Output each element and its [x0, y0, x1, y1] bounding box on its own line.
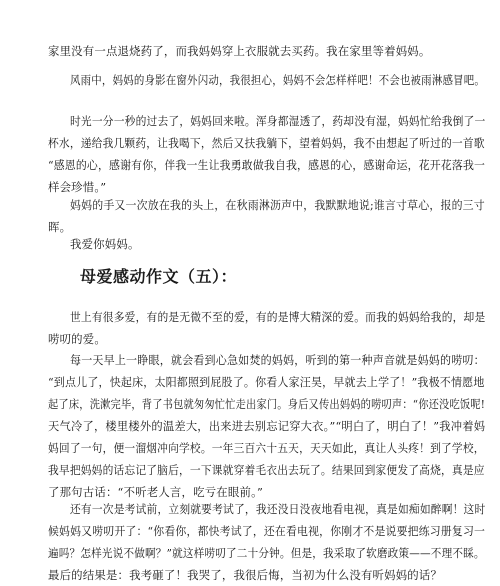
- paragraph-5: [48, 233, 485, 255]
- text-line: 每一天早上一睁眼，就会看到心急如焚的妈妈，听到的第一种声音就是妈妈的唠叨：: [70, 353, 485, 367]
- text-line: 晖。: [48, 220, 72, 234]
- text-line: 天气冷了，楼里楼外的温差大，出来进去别忘记穿大衣。”“明白了，明白了！”我冲着妈: [48, 419, 486, 433]
- text-line: 候妈妈又唠叨开了：“你看你，都快考试了，还在看电视，你刚才不是说要把练习册复习一: [48, 524, 486, 538]
- paragraph-2: [48, 69, 485, 91]
- text-line: 风雨中，妈妈的身影在窗外闪动，我很担心，妈妈不会怎样样吧！不会也被雨淋感冒吧。: [70, 73, 486, 87]
- text-line: 最后的结果是：我考砸了！我哭了，我很后悔，当初为什么没有听妈妈的话？: [48, 568, 443, 582]
- text-line: 起了床，洗漱完毕，背了书包就匆匆忙忙走出家门。身后又传出妈妈的唠叨声：“你还没吃饭呢!: [48, 397, 486, 411]
- text-line: 我爱你妈妈。: [70, 237, 140, 251]
- paragraph-6: [48, 306, 485, 350]
- text-line: 世上有很多爱，有的是无微不至的爱，有的是博大精深的爱。而我的妈妈给我的，却是: [70, 310, 486, 324]
- paragraph-3: [48, 110, 485, 198]
- text-line: 还有一次是考试前，立刻就要考试了，我还没日没夜地看电视，真是如痴如醉啊！这时: [70, 502, 486, 516]
- text-line: 遍吗？怎样光说不做啊？”就这样唠叨了二十分钟。但是，我采取了软磨政策——不理不睬。: [48, 546, 485, 560]
- section-heading: 母爱感动作文（五）：: [80, 267, 238, 286]
- text-line: “感恩的心，感谢有你，伴我一生让我勇敢做我自我，感恩的心，感谢命运，花开花落我一: [48, 158, 486, 172]
- text-line: “到点儿了，快起床，太阳都照到屁股了。你看人家汪昊，早就去上学了！”我极不情愿地: [48, 375, 485, 389]
- text-line: 了那句古话：“不听老人言，吃亏在眼前。”: [48, 485, 263, 499]
- text-line: 家里没有一点退烧药了，而我妈妈穿上衣服就去买药。我在家里等着妈妈。: [48, 44, 431, 58]
- text-line: 我早把妈妈的话忘记了脑后，一下课就穿着毛衣出去玩了。结果回到家便发了高烧，真是应: [48, 463, 485, 477]
- paragraph-7: [48, 349, 485, 503]
- text-line: 妈妈的手又一次放在我的头上，在秋雨淋沥声中，我默默地说;谁言寸草心，报的三寸: [70, 198, 485, 212]
- text-line: 时光一分一秒的过去了，妈妈回来啦。浑身都湿透了，药却没有湿，妈妈忙给我倒了一: [70, 114, 486, 128]
- paragraph-1: [48, 40, 463, 62]
- text-line: 唠叨的爱。: [48, 332, 106, 346]
- paragraph-8: [48, 498, 485, 586]
- paragraph-4: [48, 194, 485, 238]
- text-line: 样会珍惜。”: [48, 180, 107, 194]
- text-line: 妈回了一句，便一溜烟冲向学校。一年三百六十五天，天天如此，真让人头疼！到了学校，: [48, 441, 485, 455]
- text-line: 杯水，递给我几颗药，让我喝下，然后又扶我躺下，望着妈妈，我不由想起了听过的一首歌: [48, 136, 485, 150]
